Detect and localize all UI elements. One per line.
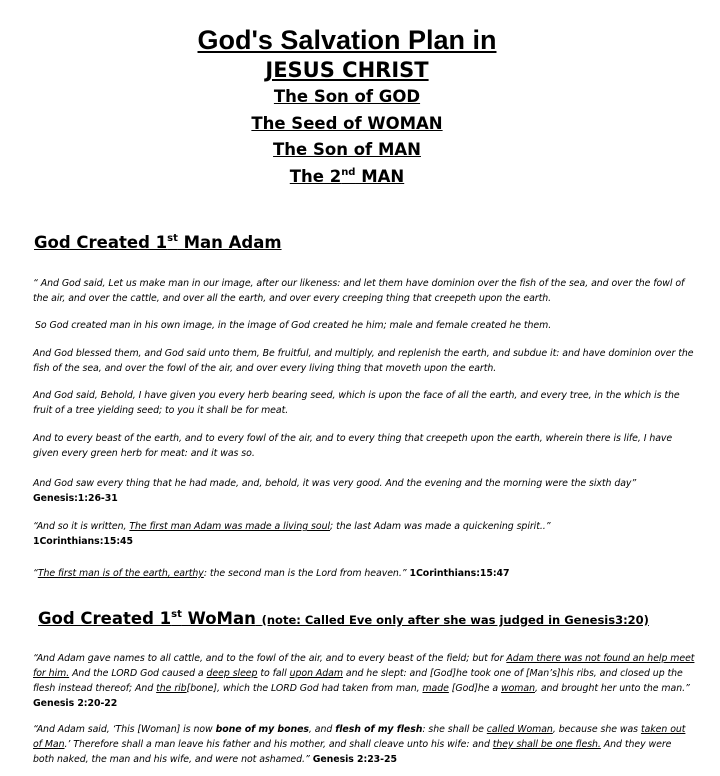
reference-genesis-2-20: Genesis 2:20-22 — [33, 698, 118, 709]
verse-paragraph-2: So God created man in his own image, in the image of God created he him; male and female created he them. — [35, 320, 552, 331]
verse-paragraph-1: “ And God said, Let us make man in our image, after our likeness: and let them have dominion over the fish of the sea, and over the fowl of the air, and over the cattle, and over all the earth, and over every creeping thing that creepeth upon the earth. — [33, 278, 685, 304]
reference-genesis-2-23: Genesis 2:23-25 — [312, 754, 397, 765]
woman-verse-2: “And Adam said, ‘This [Woman] is now bone of my bones, and flesh of my flesh: she shall be called Woman, because she was taken out of Man.’ Therefore shall a man leave his father and his mother, and shall cleave unto his wife: and they shall be one flesh. And they were both naked, the man and his wife, and were not ashamed.” Genesis 2:23-25 — [33, 724, 686, 765]
verse-paragraph-4: And God said, Behold, I have given you every herb bearing seed, which is upon the face of all the earth, and every tree, in the which is the fruit of a tree yielding seed; to you it shall be for meat. — [33, 390, 680, 416]
verse-paragraph-8: “The first man is of the earth, earthy: the second man is the Lord from heaven.” 1Corinthians:15:47 — [33, 568, 510, 579]
subtitle-seed-of-woman: The Seed of WOMAN — [251, 113, 443, 133]
subtitle-jesus-christ: JESUS CHRIST — [265, 58, 429, 82]
verse-paragraph-5: And to every beast of the earth, and to every fowl of the air, and to every thing that creepeth upon the earth, wherein there is life, I have given every green herb for meat: and it was so. — [33, 433, 673, 459]
title-block — [0, 24, 694, 190]
reference-1cor-15-45: 1Corinthians:15:45 — [33, 536, 133, 547]
woman-verse-1: “And Adam gave names to all cattle, and to the fowl of the air, and to every beast of the field; but for Adam there was not found an help meet for him. And the LORD God caused a deep sleep to fall upon Adam and he slept: and [God]he took one of [Man’s]his ribs, and closed up the flesh instead thereof; And the rib[bone], which the LORD God had taken from man, made [God]he a woman, and brought her unto the man.” Genesis 2:20-22 — [33, 653, 695, 709]
subtitle-son-of-god: The Son of GOD — [273, 87, 421, 106]
reference-genesis-1: Genesis:1:26-31 — [33, 493, 118, 504]
section2-heading: God Created 1st WoMan (note: Called Eve only after she was judged in Genesis3:20) — [38, 609, 649, 628]
verse-paragraph-6: And God saw every thing that he had made, and, behold, it was very good. And the evening and the morning were the sixth day” Genesis:1:26-31 — [33, 478, 637, 504]
verse-paragraph-3: And God blessed them, and God said unto them, Be fruitful, and multiply, and replenish the earth, and subdue it: and have dominion over the fish of the sea, and over the fowl of the air, and over every living thing that moveth upon the earth. — [33, 348, 694, 374]
section2-heading-note: (note: Called Eve only after she was judged in Genesis3:20) — [261, 613, 649, 627]
subtitle-second-man: The 2nd MAN — [289, 166, 405, 186]
verse-paragraph-7: “And so it is written, The first man Adam was made a living soul; the last Adam was made a quickening spirit..” 1Corinthians:15:45 — [33, 521, 551, 547]
reference-1cor-15-47: 1Corinthians:15:47 — [409, 568, 510, 579]
main-title: God's Salvation Plan in — [197, 25, 497, 55]
section1-heading: God Created 1st Man Adam — [34, 233, 282, 252]
subtitle-son-of-man: The Son of MAN — [273, 140, 421, 159]
